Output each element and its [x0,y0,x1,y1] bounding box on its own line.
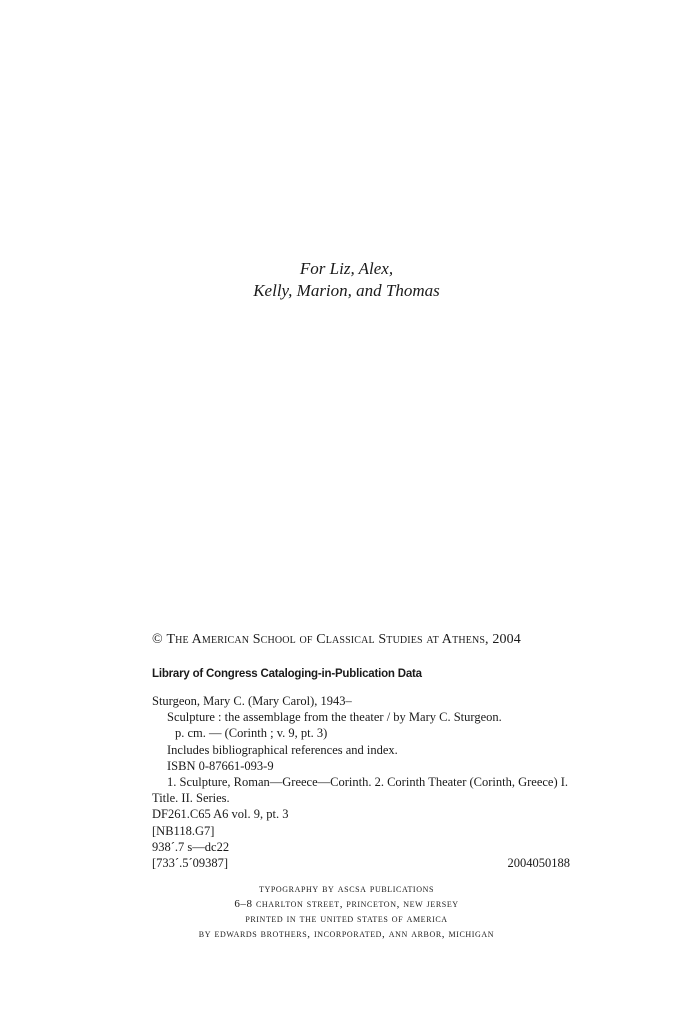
colophon-typography-line: typography by ascsa publications [258,883,435,895]
cip-call-number-line: DF261.C65 A6 vol. 9, pt. 3 [152,807,289,822]
cip-final-line [152,855,570,871]
colophon [0,882,693,942]
copyright-text: The American School of Classical Studies at Athens, 2004 [166,632,521,647]
cip-dewey-number: [733´.5´09387] [152,856,229,871]
cip-control-number: 2004050188 [507,856,570,871]
cip-author-line: Sturgeon, Mary C. (Mary Carol), 1943– [152,694,352,708]
cip-title-line: Sculpture : the assemblage from the theater / by Mary C. Sturgeon. [167,710,502,725]
dedication-line-2: Kelly, Marion, and Thomas [253,281,440,300]
dedication-line-1: For Liz, Alex, [299,259,394,278]
cip-dewey-line: 938´.7 s—dc22 [152,839,230,854]
cip-heading: Library of Congress Cataloging-in-Publication Data [152,668,422,680]
cip-series-line: p. cm. — (Corinth ; v. 9, pt. 3) [175,726,328,741]
cip-record [152,693,570,871]
dedication [0,258,693,302]
cip-subjects-continued-line: Title. II. Series. [152,791,230,806]
colophon-printed-line: printed in the united states of america [245,913,448,925]
cip-isbn-line: ISBN 0-87661-093-9 [167,758,274,773]
colophon-address-line: 6–8 charlton street, princeton, new jersey [234,898,459,910]
cip-subjects-line: 1. Sculpture, Roman—Greece—Corinth. 2. Corinth Theater (Corinth, Greece) I. [167,775,569,790]
cip-nb-number-line: [NB118.G7] [152,823,215,838]
copyright-symbol: © [152,632,163,647]
cip-notes-line: Includes bibliographical references and index. [167,742,398,757]
copyright-notice [152,632,521,648]
colophon-printer-line: by edwards brothers, incorporated, ann arbor, michigan [198,928,495,940]
